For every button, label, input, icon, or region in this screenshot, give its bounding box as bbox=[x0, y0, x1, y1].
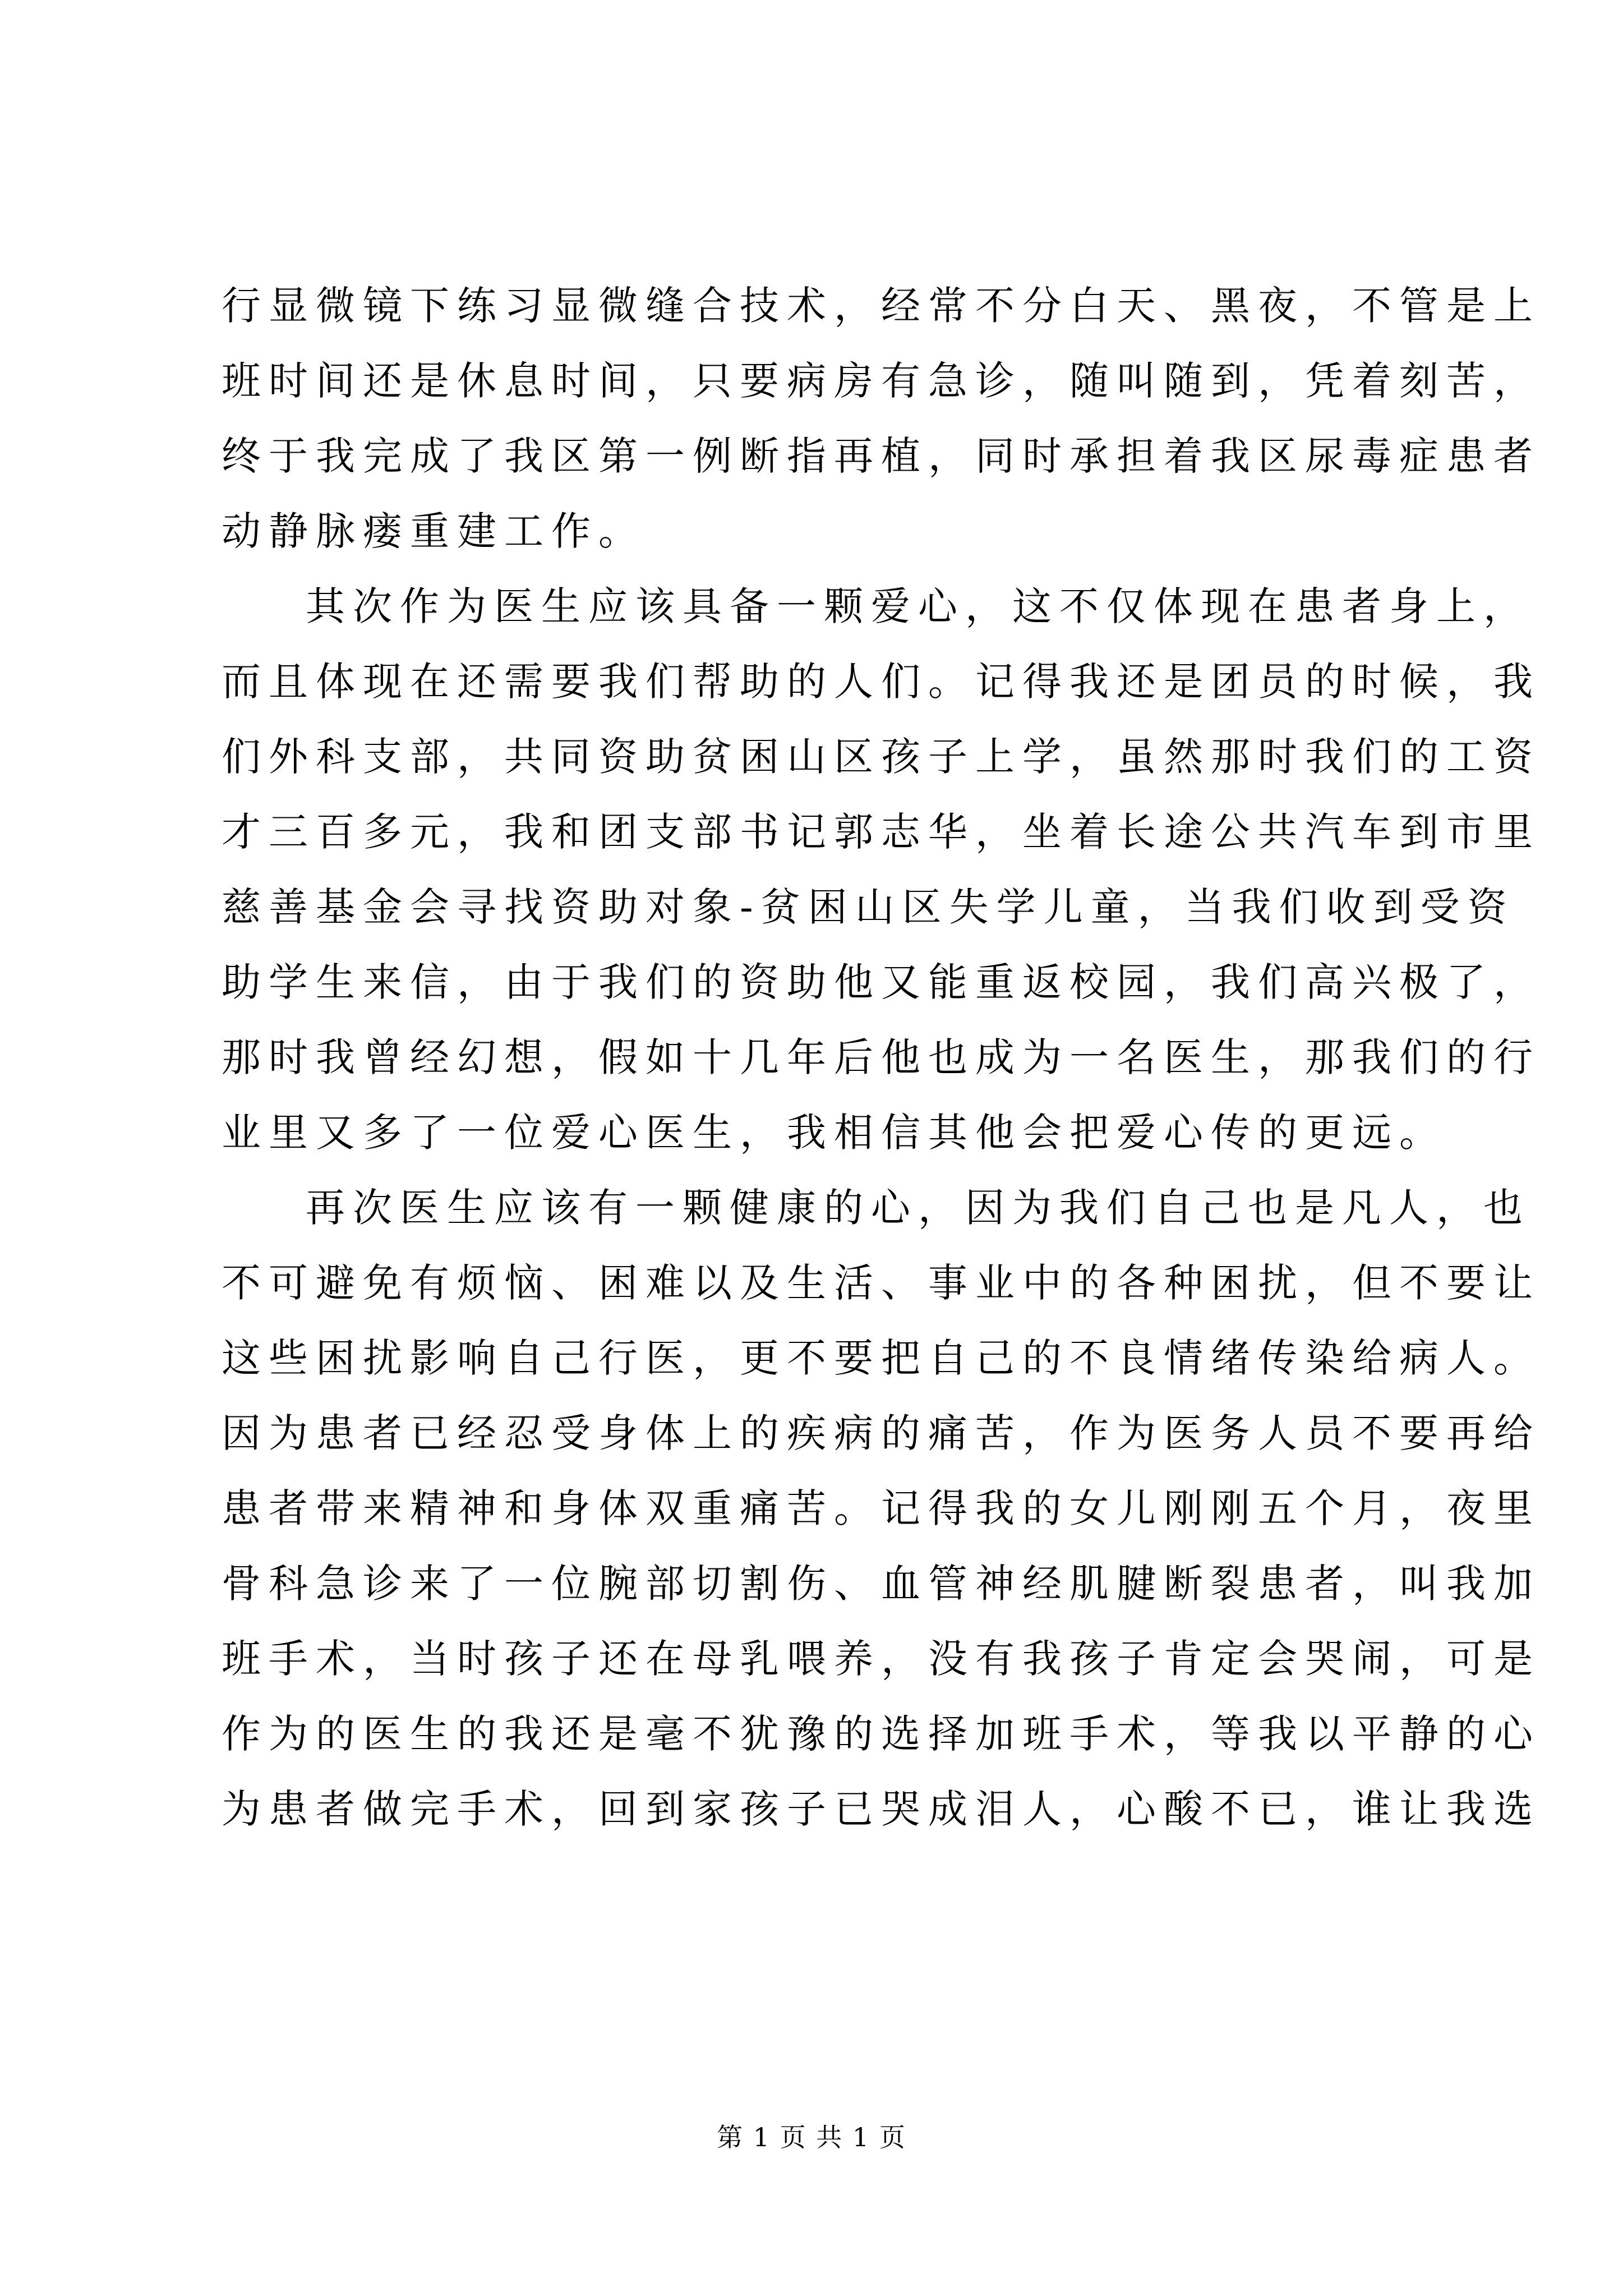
text-line: 再次医生应该有一颗健康的心，因为我们自己也是凡人，也 bbox=[306, 1185, 1530, 1231]
text-line: 为患者做完手术，回到家孩子已哭成泪人，心酸不已，谁让我选 bbox=[222, 1786, 1541, 1832]
text-line: 其次作为医生应该具备一颗爱心，这不仅体现在患者身上， bbox=[306, 583, 1530, 629]
text-line: 业里又多了一位爱心医生，我相信其他会把爱心传的更远。 bbox=[222, 1110, 1446, 1156]
paragraph-2 bbox=[222, 569, 1541, 1170]
text-line: 这些困扰影响自己行医，更不要把自己的不良情绪传染给病人。 bbox=[222, 1335, 1541, 1381]
text-line: 助学生来信，由于我们的资助他又能重返校园，我们高兴极了， bbox=[222, 959, 1541, 1005]
text-line: 才三百多元，我和团支部书记郭志华，坐着长途公共汽车到市里 bbox=[222, 809, 1541, 855]
paragraph-1 bbox=[222, 268, 1541, 569]
document-body bbox=[222, 268, 1541, 1847]
text-line: 行显微镜下练习显微缝合技术，经常不分白天、黑夜，不管是上 bbox=[222, 283, 1541, 329]
text-line: 而且体现在还需要我们帮助的人们。记得我还是团员的时候，我 bbox=[222, 659, 1541, 705]
text-line: 不可避免有烦恼、困难以及生活、事业中的各种困扰，但不要让 bbox=[222, 1260, 1541, 1306]
text-line: 骨科急诊来了一位腕部切割伤、血管神经肌腱断裂患者，叫我加 bbox=[222, 1561, 1541, 1607]
text-line: 终于我完成了我区第一例断指再植，同时承担着我区尿毒症患者 bbox=[222, 433, 1541, 479]
text-line: 班手术，当时孩子还在母乳喂养，没有我孩子肯定会哭闹，可是 bbox=[222, 1636, 1541, 1682]
text-line: 慈善基金会寻找资助对象-贫困山区失学儿童，当我们收到受资 bbox=[222, 884, 1515, 930]
text-line: 患者带来精神和身体双重痛苦。记得我的女儿刚刚五个月，夜里 bbox=[222, 1485, 1541, 1531]
text-line: 因为患者已经忍受身体上的疾病的痛苦，作为医务人员不要再给 bbox=[222, 1410, 1541, 1456]
text-line: 动静脉瘘重建工作。 bbox=[222, 508, 645, 554]
text-line: 班时间还是休息时间，只要病房有急诊，随叫随到，凭着刻苦， bbox=[222, 358, 1541, 404]
paragraph-3 bbox=[222, 1170, 1541, 1847]
page-footer bbox=[0, 2120, 1623, 2154]
text-line: 作为的医生的我还是毫不犹豫的选择加班手术，等我以平静的心 bbox=[222, 1711, 1541, 1757]
page-number-label: 第 1 页 共 1 页 bbox=[717, 2122, 906, 2152]
text-line: 那时我曾经幻想，假如十几年后他也成为一名医生，那我们的行 bbox=[222, 1034, 1541, 1080]
text-line: 们外科支部，共同资助贫困山区孩子上学，虽然那时我们的工资 bbox=[222, 734, 1541, 780]
